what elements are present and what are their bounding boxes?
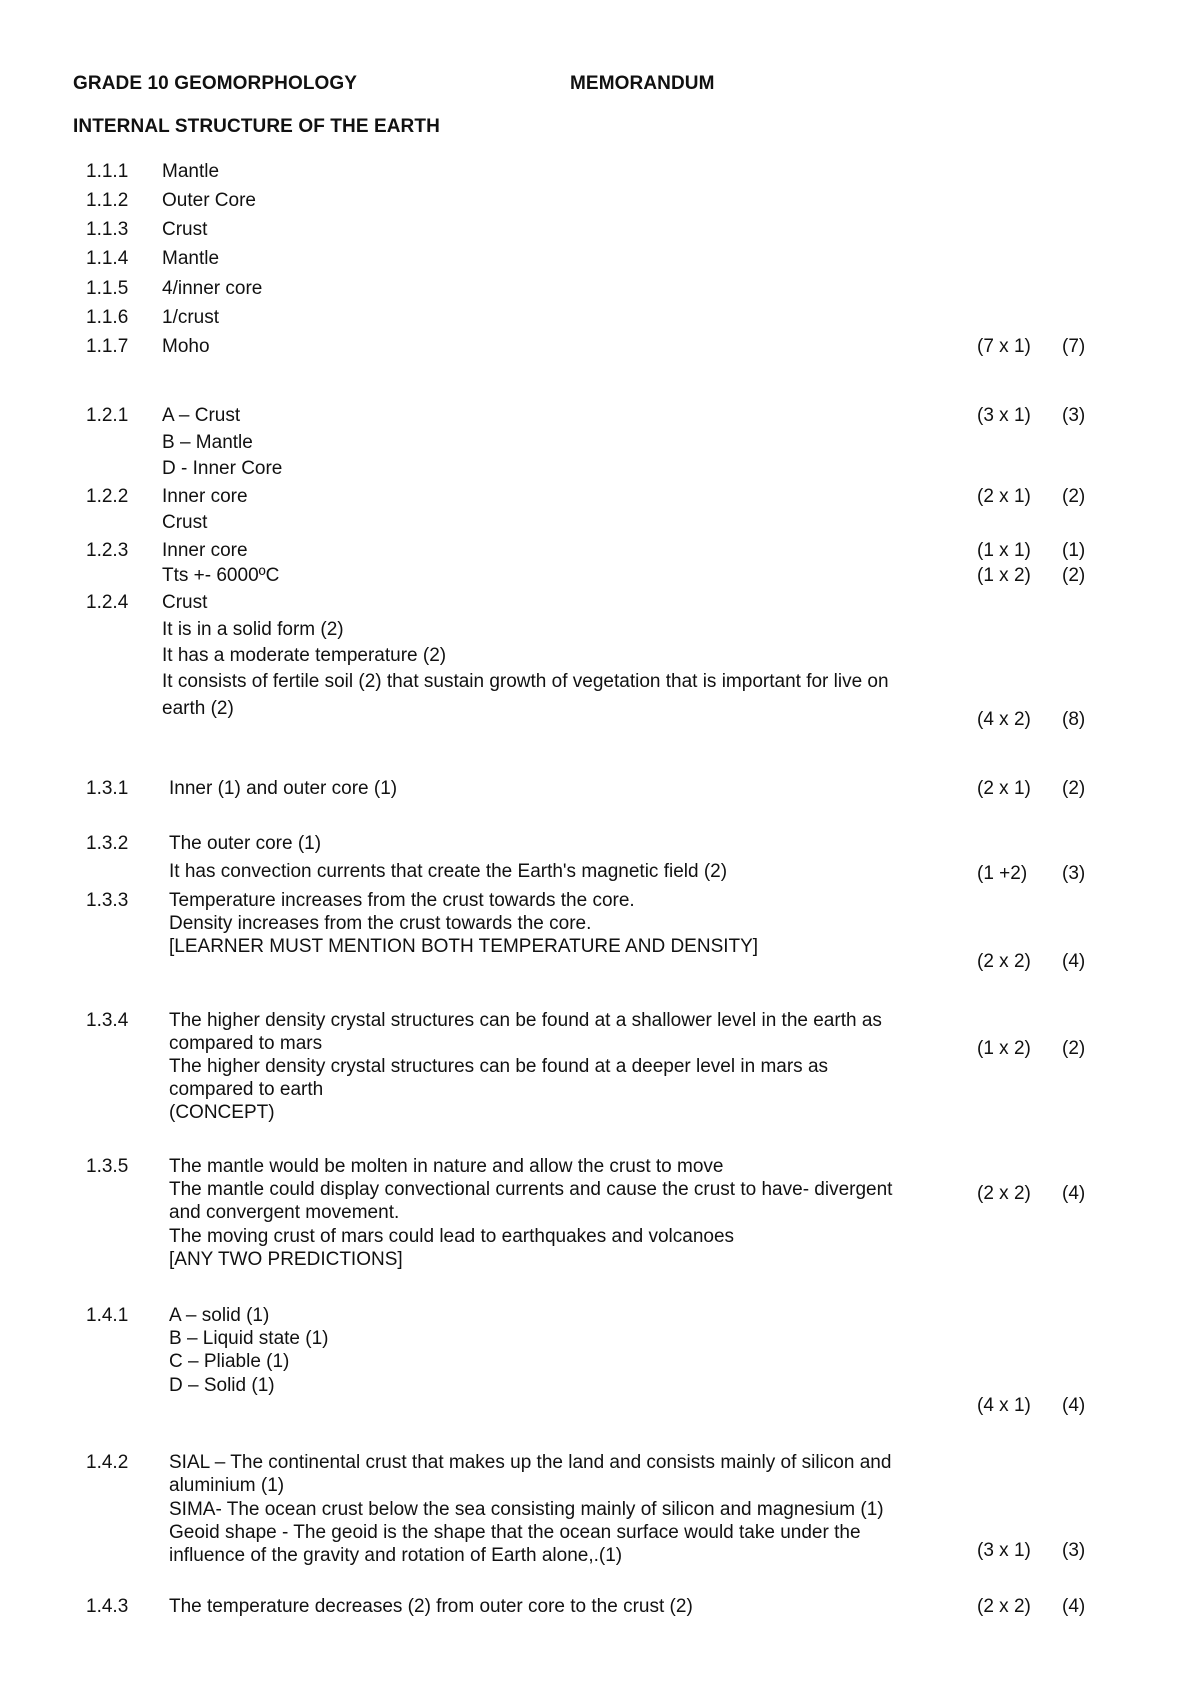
mark-calculation: (3 x 1) xyxy=(977,405,1031,426)
answer-text: The moving crust of mars could lead to earthquakes and volcanoes xyxy=(169,1226,735,1247)
answer-text: SIAL – The continental crust that makes up the land and consists mainly of silicon and xyxy=(169,1452,892,1473)
answer-text: [ANY TWO PREDICTIONS] xyxy=(169,1249,403,1270)
question-number: 1.1.6 xyxy=(86,307,129,328)
mark-calculation: (4 x 1) xyxy=(977,1395,1031,1416)
answer-text: Inner (1) and outer core (1) xyxy=(169,778,398,799)
answer-text: 4/inner core xyxy=(162,278,263,299)
answer-text: aluminium (1) xyxy=(169,1475,285,1496)
mark-total: (4) xyxy=(1062,1596,1086,1617)
section-heading: INTERNAL STRUCTURE OF THE EARTH xyxy=(73,116,440,137)
answer-text: The temperature decreases (2) from outer core to the crust (2) xyxy=(169,1596,693,1617)
answer-text: The higher density crystal structures can be found at a deeper level in mars as xyxy=(169,1056,829,1077)
answer-text: compared to earth xyxy=(169,1079,324,1100)
answer-text: B – Mantle xyxy=(162,432,253,453)
question-number: 1.3.3 xyxy=(86,890,129,911)
answer-text: 1/crust xyxy=(162,307,220,328)
question-number: 1.3.5 xyxy=(86,1156,129,1177)
answer-text: A – solid (1) xyxy=(169,1305,270,1326)
answer-text: Outer Core xyxy=(162,190,256,211)
answer-text: D - Inner Core xyxy=(162,458,283,479)
question-number: 1.3.1 xyxy=(86,778,129,799)
answer-text: Temperature increases from the crust towards the core. xyxy=(169,890,635,911)
mark-total: (4) xyxy=(1062,1183,1086,1204)
mark-total: (2) xyxy=(1062,778,1086,799)
mark-calculation: (7 x 1) xyxy=(977,336,1031,357)
answer-text: It has convection currents that create the Earth's magnetic field (2) xyxy=(169,861,728,882)
question-number: 1.1.1 xyxy=(86,161,129,182)
answer-text: SIMA- The ocean crust below the sea consisting mainly of silicon and magnesium (1) xyxy=(169,1499,884,1520)
question-number: 1.3.4 xyxy=(86,1010,129,1031)
mark-total: (3) xyxy=(1062,863,1086,884)
mark-total: (1) xyxy=(1062,540,1086,561)
answer-text: (CONCEPT) xyxy=(169,1102,275,1123)
question-number: 1.1.2 xyxy=(86,190,129,211)
mark-calculation: (1 x 2) xyxy=(977,1038,1031,1059)
answer-text: Mantle xyxy=(162,248,220,269)
mark-calculation: (2 x 2) xyxy=(977,1596,1031,1617)
answer-text: It is in a solid form (2) xyxy=(162,619,344,640)
answer-text: C – Pliable (1) xyxy=(169,1351,290,1372)
answer-text: Tts +- 6000ºC xyxy=(162,565,280,586)
answer-text: Density increases from the crust towards the core. xyxy=(169,913,592,934)
question-number: 1.4.3 xyxy=(86,1596,129,1617)
answer-text: compared to mars xyxy=(169,1033,323,1054)
mark-calculation: (2 x 1) xyxy=(977,486,1031,507)
answer-text: Moho xyxy=(162,336,210,357)
mark-calculation: (1 x 1) xyxy=(977,540,1031,561)
doc-title: GRADE 10 GEOMORPHOLOGY xyxy=(73,73,358,94)
mark-calculation: (2 x 2) xyxy=(977,1183,1031,1204)
answer-text: and convergent movement. xyxy=(169,1202,400,1223)
mark-calculation: (3 x 1) xyxy=(977,1540,1031,1561)
answer-text: Geoid shape - The geoid is the shape that the ocean surface would take under the xyxy=(169,1522,861,1543)
answer-text: earth (2) xyxy=(162,698,234,719)
mark-total: (7) xyxy=(1062,336,1086,357)
answer-text: Inner core xyxy=(162,540,248,561)
mark-total: (3) xyxy=(1062,405,1086,426)
answer-text: It consists of fertile soil (2) that sustain growth of vegetation that is important for live on xyxy=(162,671,889,692)
question-number: 1.4.2 xyxy=(86,1452,129,1473)
mark-total: (2) xyxy=(1062,1038,1086,1059)
mark-calculation: (4 x 2) xyxy=(977,709,1031,730)
answer-text: Mantle xyxy=(162,161,220,182)
doc-subtitle: MEMORANDUM xyxy=(570,73,715,94)
answer-text: The mantle would be molten in nature and allow the crust to move xyxy=(169,1156,724,1177)
question-number: 1.2.1 xyxy=(86,405,129,426)
question-number: 1.1.3 xyxy=(86,219,129,240)
answer-text: Crust xyxy=(162,219,208,240)
answer-text: [LEARNER MUST MENTION BOTH TEMPERATURE AND DENSITY] xyxy=(169,936,759,957)
question-number: 1.1.5 xyxy=(86,278,129,299)
mark-calculation: (2 x 1) xyxy=(977,778,1031,799)
answer-text: Crust xyxy=(162,592,208,613)
question-number: 1.1.4 xyxy=(86,248,129,269)
mark-calculation: (2 x 2) xyxy=(977,951,1031,972)
answer-text: influence of the gravity and rotation of Earth alone,.(1) xyxy=(169,1545,623,1566)
answer-text: Crust xyxy=(162,512,208,533)
answer-text: It has a moderate temperature (2) xyxy=(162,645,447,666)
mark-calculation: (1 x 2) xyxy=(977,565,1031,586)
question-number: 1.1.7 xyxy=(86,336,129,357)
question-number: 1.3.2 xyxy=(86,833,129,854)
answer-text: A – Crust xyxy=(162,405,241,426)
answer-text: D – Solid (1) xyxy=(169,1375,275,1396)
mark-total: (2) xyxy=(1062,486,1086,507)
answer-text: Inner core xyxy=(162,486,248,507)
question-number: 1.4.1 xyxy=(86,1305,129,1326)
mark-total: (8) xyxy=(1062,709,1086,730)
question-number: 1.2.2 xyxy=(86,486,129,507)
answer-text: The higher density crystal structures can be found at a shallower level in the earth as xyxy=(169,1010,882,1031)
mark-total: (3) xyxy=(1062,1540,1086,1561)
answer-text: The mantle could display convectional currents and cause the crust to have- divergent xyxy=(169,1179,893,1200)
mark-total: (4) xyxy=(1062,951,1086,972)
answer-text: B – Liquid state (1) xyxy=(169,1328,329,1349)
question-number: 1.2.4 xyxy=(86,592,129,613)
question-number: 1.2.3 xyxy=(86,540,129,561)
mark-total: (4) xyxy=(1062,1395,1086,1416)
mark-total: (2) xyxy=(1062,565,1086,586)
mark-calculation: (1 +2) xyxy=(977,863,1028,884)
answer-text: The outer core (1) xyxy=(169,833,322,854)
